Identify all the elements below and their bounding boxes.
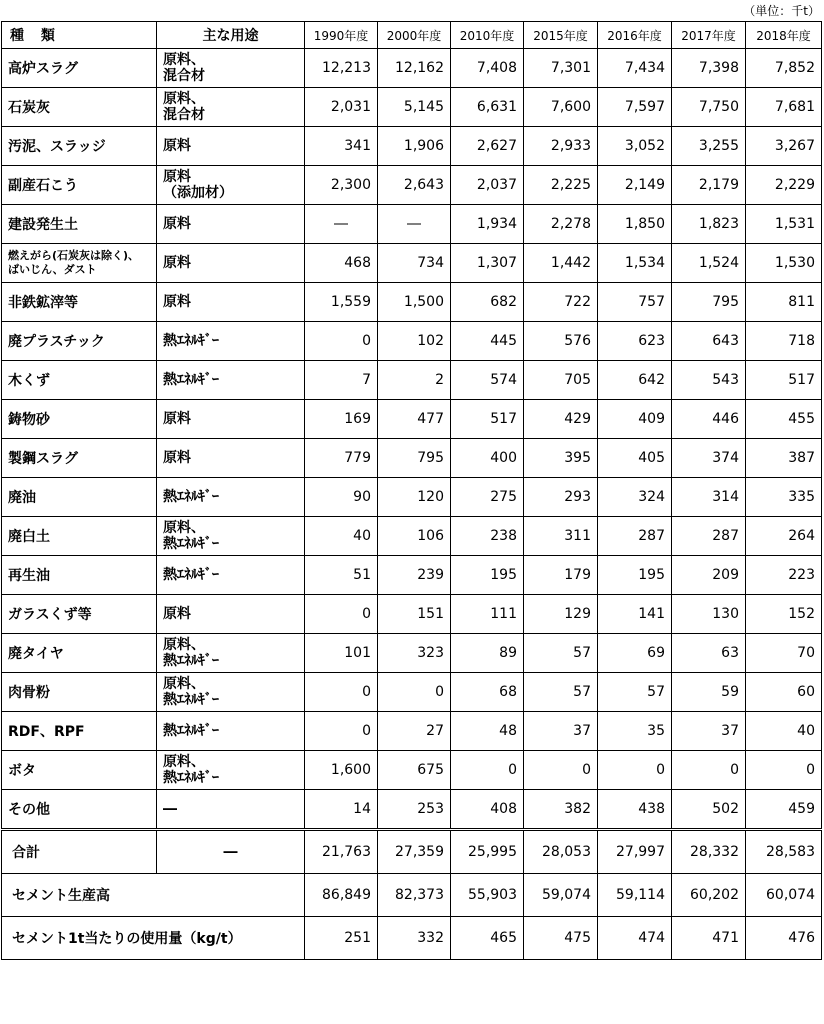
header-year: 1990年度 <box>305 22 378 49</box>
table-cell: 12,162 <box>378 49 451 88</box>
table-row <box>2 88 822 127</box>
table-cell: 7,398 <box>672 49 746 88</box>
table-cell: 1,524 <box>672 244 746 283</box>
table-cell: 169 <box>305 400 378 439</box>
table-cell: 675 <box>378 751 451 790</box>
table-cell: 1,934 <box>451 205 524 244</box>
table-cell: 574 <box>451 361 524 400</box>
table-cell: 55,903 <box>451 874 524 917</box>
table-cell: 2,229 <box>746 166 822 205</box>
table-row <box>2 751 822 790</box>
header-kind: 種 類 <box>2 22 157 49</box>
table-cell: 705 <box>524 361 598 400</box>
table-cell: 287 <box>672 517 746 556</box>
table-cell: 5,145 <box>378 88 451 127</box>
row-name: RDF、RPF <box>2 712 157 751</box>
row-name: その他 <box>2 790 157 830</box>
table-cell: 387 <box>746 439 822 478</box>
table-cell: 37 <box>524 712 598 751</box>
table-cell: 408 <box>451 790 524 830</box>
table-cell: 1,559 <box>305 283 378 322</box>
table-row <box>2 322 822 361</box>
header-year: 2016年度 <box>598 22 672 49</box>
table-cell: 141 <box>598 595 672 634</box>
total-use: ― <box>157 830 305 874</box>
table-cell: 60,202 <box>672 874 746 917</box>
table-cell: 795 <box>378 439 451 478</box>
table-row <box>2 634 822 673</box>
row-name: 非鉄鉱滓等 <box>2 283 157 322</box>
table-cell: 90 <box>305 478 378 517</box>
table-cell: 48 <box>451 712 524 751</box>
row-name: 建設発生土 <box>2 205 157 244</box>
table-cell: 7 <box>305 361 378 400</box>
table-cell: 517 <box>451 400 524 439</box>
table-cell: 69 <box>598 634 672 673</box>
row-use: 原料、 熱ｴﾈﾙｷﾞｰ <box>157 673 305 712</box>
table-cell: 718 <box>746 322 822 361</box>
table-cell: 475 <box>524 917 598 960</box>
table-cell: 323 <box>378 634 451 673</box>
table-cell: 1,600 <box>305 751 378 790</box>
table-cell: 7,597 <box>598 88 672 127</box>
table-cell: 28,332 <box>672 830 746 874</box>
row-name: 廃プラスチック <box>2 322 157 361</box>
row-use: 原料、 熱ｴﾈﾙｷﾞｰ <box>157 751 305 790</box>
table-cell: 21,763 <box>305 830 378 874</box>
table-row <box>2 205 822 244</box>
table-cell: 101 <box>305 634 378 673</box>
table-cell: 459 <box>746 790 822 830</box>
table-row <box>2 439 822 478</box>
row-name: 石炭灰 <box>2 88 157 127</box>
table-cell: 86,849 <box>305 874 378 917</box>
table-cell: 70 <box>746 634 822 673</box>
table-cell: 476 <box>746 917 822 960</box>
row-use: 原料、 混合材 <box>157 88 305 127</box>
table-cell: 57 <box>598 673 672 712</box>
row-name: 肉骨粉 <box>2 673 157 712</box>
table-cell: 264 <box>746 517 822 556</box>
row-name: 鋳物砂 <box>2 400 157 439</box>
header-year: 2015年度 <box>524 22 598 49</box>
table-cell: 311 <box>524 517 598 556</box>
table-cell: 251 <box>305 917 378 960</box>
table-cell: 1,307 <box>451 244 524 283</box>
table-cell: 7,852 <box>746 49 822 88</box>
table-cell: 2,149 <box>598 166 672 205</box>
waste-usage-table <box>1 21 822 960</box>
table-cell: 275 <box>451 478 524 517</box>
table-cell: 89 <box>451 634 524 673</box>
row-use: 原料 <box>157 127 305 166</box>
row-use: 原料 <box>157 283 305 322</box>
table-cell: 335 <box>746 478 822 517</box>
table-cell: 3,267 <box>746 127 822 166</box>
table-cell: 287 <box>598 517 672 556</box>
row-use: 熱ｴﾈﾙｷﾞｰ <box>157 712 305 751</box>
table-cell: 374 <box>672 439 746 478</box>
table-cell: 27,359 <box>378 830 451 874</box>
table-cell: 7,750 <box>672 88 746 127</box>
table-row <box>2 517 822 556</box>
table-cell: 40 <box>746 712 822 751</box>
row-use: 原料 <box>157 205 305 244</box>
table-cell: 0 <box>378 673 451 712</box>
table-cell: 63 <box>672 634 746 673</box>
table-cell: 779 <box>305 439 378 478</box>
table-row <box>2 283 822 322</box>
table-cell: 223 <box>746 556 822 595</box>
row-use: 熱ｴﾈﾙｷﾞｰ <box>157 361 305 400</box>
table-cell: 209 <box>672 556 746 595</box>
table-cell: 502 <box>672 790 746 830</box>
table-cell: 1,530 <box>746 244 822 283</box>
table-cell: 409 <box>598 400 672 439</box>
table-cell: 35 <box>598 712 672 751</box>
table-cell: 40 <box>305 517 378 556</box>
table-cell: 195 <box>451 556 524 595</box>
table-cell: 2,179 <box>672 166 746 205</box>
table-cell: 179 <box>524 556 598 595</box>
table-cell: 0 <box>305 595 378 634</box>
table-cell: 471 <box>672 917 746 960</box>
row-name: 汚泥、スラッジ <box>2 127 157 166</box>
table-cell: 130 <box>672 595 746 634</box>
row-name: ガラスくず等 <box>2 595 157 634</box>
table-cell: 2,278 <box>524 205 598 244</box>
table-row <box>2 790 822 830</box>
table-cell: ― <box>305 205 378 244</box>
table-cell: 682 <box>451 283 524 322</box>
table-cell: 1,850 <box>598 205 672 244</box>
table-cell: 543 <box>672 361 746 400</box>
row-use: 原料 <box>157 400 305 439</box>
table-cell: 28,053 <box>524 830 598 874</box>
row-name: 高炉スラグ <box>2 49 157 88</box>
table-cell: 60 <box>746 673 822 712</box>
table-cell: 1,534 <box>598 244 672 283</box>
row-use: 原料 <box>157 595 305 634</box>
table-row <box>2 556 822 595</box>
table-cell: 6,631 <box>451 88 524 127</box>
table-cell: 7,600 <box>524 88 598 127</box>
table-cell: 2,037 <box>451 166 524 205</box>
table-cell: 59 <box>672 673 746 712</box>
table-cell: 0 <box>746 751 822 790</box>
row-name: 再生油 <box>2 556 157 595</box>
table-row <box>2 244 822 283</box>
row-name: 副産石こう <box>2 166 157 205</box>
row-name: 製鋼スラグ <box>2 439 157 478</box>
table-cell: 293 <box>524 478 598 517</box>
table-cell: 3,052 <box>598 127 672 166</box>
table-cell: 395 <box>524 439 598 478</box>
table-cell: 1,500 <box>378 283 451 322</box>
table-cell: 151 <box>378 595 451 634</box>
table-cell: 324 <box>598 478 672 517</box>
table-cell: 51 <box>305 556 378 595</box>
table-row <box>2 673 822 712</box>
table-cell: 2 <box>378 361 451 400</box>
table-cell: 0 <box>672 751 746 790</box>
row-use: 原料、 熱ｴﾈﾙｷﾞｰ <box>157 517 305 556</box>
header-use: 主な用途 <box>157 22 305 49</box>
row-use: 原料、 混合材 <box>157 49 305 88</box>
table-cell: 576 <box>524 322 598 361</box>
table-row <box>2 478 822 517</box>
row-use: 熱ｴﾈﾙｷﾞｰ <box>157 478 305 517</box>
table-cell: 28,583 <box>746 830 822 874</box>
table-cell: ― <box>378 205 451 244</box>
table-cell: 0 <box>305 712 378 751</box>
table-cell: 102 <box>378 322 451 361</box>
table-cell: 400 <box>451 439 524 478</box>
table-cell: 734 <box>378 244 451 283</box>
table-row <box>2 595 822 634</box>
total-row <box>2 830 822 874</box>
row-name: 燃えがら(石炭灰は除く)、ばいじん、ダスト <box>2 244 157 283</box>
table-cell: 27,997 <box>598 830 672 874</box>
row-use: 原料、 熱ｴﾈﾙｷﾞｰ <box>157 634 305 673</box>
table-cell: 811 <box>746 283 822 322</box>
table-cell: 7,301 <box>524 49 598 88</box>
table-cell: 57 <box>524 634 598 673</box>
table-cell: 643 <box>672 322 746 361</box>
table-cell: 2,643 <box>378 166 451 205</box>
header-row <box>2 22 822 49</box>
table-cell: 477 <box>378 400 451 439</box>
table-cell: 60,074 <box>746 874 822 917</box>
table-cell: 120 <box>378 478 451 517</box>
table-cell: 7,408 <box>451 49 524 88</box>
table-cell: 59,114 <box>598 874 672 917</box>
header-year: 2017年度 <box>672 22 746 49</box>
table-cell: 757 <box>598 283 672 322</box>
production-row <box>2 874 822 917</box>
table-cell: 445 <box>451 322 524 361</box>
table-cell: 2,031 <box>305 88 378 127</box>
table-cell: 2,933 <box>524 127 598 166</box>
table-row <box>2 712 822 751</box>
table-row <box>2 166 822 205</box>
table-cell: 0 <box>305 673 378 712</box>
table-cell: 68 <box>451 673 524 712</box>
table-cell: 468 <box>305 244 378 283</box>
table-cell: 3,255 <box>672 127 746 166</box>
table-cell: 14 <box>305 790 378 830</box>
table-row <box>2 49 822 88</box>
total-label: 合計 <box>2 830 157 874</box>
table-cell: 152 <box>746 595 822 634</box>
table-cell: 314 <box>672 478 746 517</box>
row-use: 原料 （添加材） <box>157 166 305 205</box>
table-cell: 12,213 <box>305 49 378 88</box>
table-cell: 2,627 <box>451 127 524 166</box>
table-cell: 465 <box>451 917 524 960</box>
row-use: ― <box>157 790 305 830</box>
table-cell: 106 <box>378 517 451 556</box>
row-use: 原料 <box>157 439 305 478</box>
table-cell: 37 <box>672 712 746 751</box>
header-year: 2010年度 <box>451 22 524 49</box>
row-use: 原料 <box>157 244 305 283</box>
table-cell: 642 <box>598 361 672 400</box>
table-cell: 0 <box>524 751 598 790</box>
table-cell: 7,434 <box>598 49 672 88</box>
table-cell: 623 <box>598 322 672 361</box>
row-name: 木くず <box>2 361 157 400</box>
table-cell: 7,681 <box>746 88 822 127</box>
table-cell: 517 <box>746 361 822 400</box>
per-ton-row <box>2 917 822 960</box>
table-cell: 722 <box>524 283 598 322</box>
row-name: 廃白土 <box>2 517 157 556</box>
table-cell: 27 <box>378 712 451 751</box>
table-cell: 111 <box>451 595 524 634</box>
table-cell: 438 <box>598 790 672 830</box>
table-cell: 82,373 <box>378 874 451 917</box>
row-name: 廃油 <box>2 478 157 517</box>
table-row <box>2 127 822 166</box>
table-cell: 382 <box>524 790 598 830</box>
table-cell: 25,995 <box>451 830 524 874</box>
row-use: 熱ｴﾈﾙｷﾞｰ <box>157 322 305 361</box>
table-cell: 455 <box>746 400 822 439</box>
table-cell: 474 <box>598 917 672 960</box>
table-cell: 1,906 <box>378 127 451 166</box>
table-cell: 332 <box>378 917 451 960</box>
table-cell: 129 <box>524 595 598 634</box>
header-year: 2000年度 <box>378 22 451 49</box>
table-cell: 1,823 <box>672 205 746 244</box>
table-cell: 57 <box>524 673 598 712</box>
row-name: ボタ <box>2 751 157 790</box>
table-cell: 446 <box>672 400 746 439</box>
table-cell: 2,225 <box>524 166 598 205</box>
table-cell: 0 <box>305 322 378 361</box>
table-cell: 253 <box>378 790 451 830</box>
table-cell: 195 <box>598 556 672 595</box>
table-cell: 1,442 <box>524 244 598 283</box>
table-cell: 0 <box>451 751 524 790</box>
table-cell: 0 <box>598 751 672 790</box>
per-ton-label: セメント1t当たりの使用量（kg/t） <box>2 917 305 960</box>
production-label: セメント生産高 <box>2 874 305 917</box>
row-use: 熱ｴﾈﾙｷﾞｰ <box>157 556 305 595</box>
header-year: 2018年度 <box>746 22 822 49</box>
table-row <box>2 400 822 439</box>
table-cell: 239 <box>378 556 451 595</box>
table-cell: 429 <box>524 400 598 439</box>
table-cell: 59,074 <box>524 874 598 917</box>
unit-label: （単位：千t） <box>743 4 820 18</box>
table-cell: 341 <box>305 127 378 166</box>
table-cell: 2,300 <box>305 166 378 205</box>
table-cell: 1,531 <box>746 205 822 244</box>
table-cell: 795 <box>672 283 746 322</box>
table-row <box>2 361 822 400</box>
table-cell: 405 <box>598 439 672 478</box>
row-name: 廃タイヤ <box>2 634 157 673</box>
table-cell: 238 <box>451 517 524 556</box>
